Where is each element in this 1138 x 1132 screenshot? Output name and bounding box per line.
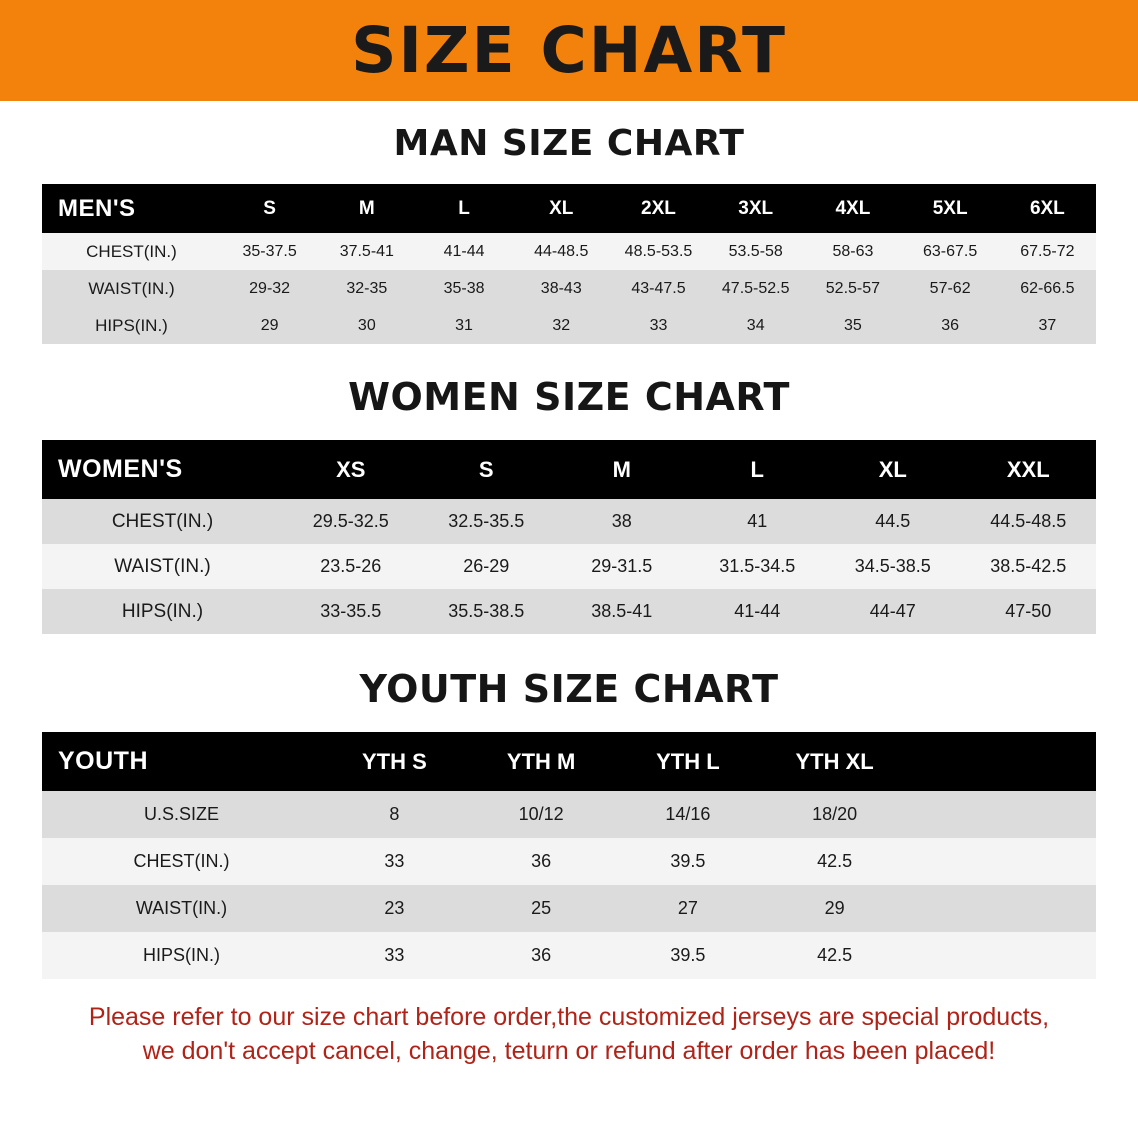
man-cell-2-5: 34 [746,316,765,334]
women-cell-1-1: 26-29 [463,556,510,576]
table-row [42,270,1096,307]
women-row-label-1: WAIST(IN.) [114,555,211,577]
man-size-table [42,184,1096,344]
man-cell-1-4: 43-47.5 [631,279,686,297]
man-row-label-2: HIPS(IN.) [95,315,168,335]
youth-table-header [42,732,1096,791]
women-size-table [42,440,1096,634]
man-cell-1-8: 62-66.5 [1020,279,1075,297]
man-cell-0-8: 67.5-72 [1020,242,1075,260]
women-cell-0-5: 44.5-48.5 [990,511,1067,531]
table-row [42,589,1096,634]
man-cell-0-4: 48.5-53.5 [624,242,693,260]
women-cell-2-4: 44-47 [869,601,916,621]
man-section-heading: MAN SIZE CHART [393,123,745,164]
youth-row-label-0: U.S.SIZE [143,804,219,824]
youth-cell-3-0: 33 [384,945,405,965]
women-cell-1-0: 23.5-26 [320,556,382,576]
man-cell-0-3: 44-48.5 [534,242,589,260]
youth-cell-0-2: 14/16 [665,804,711,824]
man-size-col-3: XL [549,197,574,219]
man-cell-2-4: 33 [649,316,668,334]
man-cell-1-2: 35-38 [443,279,485,297]
youth-size-table [42,732,1096,979]
man-size-col-5: 3XL [738,197,774,219]
women-row-label-0: CHEST(IN.) [111,510,214,532]
table-row [42,838,1096,885]
women-cell-2-5: 47-50 [1005,601,1052,621]
women-cell-2-0: 33-35.5 [320,601,382,621]
women-cell-2-3: 41-44 [734,601,781,621]
youth-section-heading: YOUTH SIZE CHART [359,667,779,711]
man-cell-0-6: 58-63 [832,242,874,260]
youth-cell-1-2: 39.5 [670,851,706,871]
youth-cell-3-3: 42.5 [817,945,853,965]
women-row-label-2: HIPS(IN.) [121,600,204,622]
man-table-body [42,233,1096,344]
women-table-header [42,440,1096,499]
youth-cell-0-3: 18/20 [812,804,858,824]
man-size-col-4: 2XL [641,197,676,219]
youth-row-label-1: CHEST(IN.) [133,851,230,871]
man-cell-0-7: 63-67.5 [923,242,978,260]
women-cell-2-1: 35.5-38.5 [448,601,525,621]
table-header-row [42,440,1096,499]
youth-size-col-spacer [908,732,1096,791]
youth-cell-1-spacer [908,838,1096,885]
youth-cell-1-0: 33 [384,851,405,871]
man-cell-1-6: 52.5-57 [825,279,881,297]
youth-table-body [42,791,1096,979]
man-cell-1-1: 32-35 [346,279,388,297]
women-cell-1-5: 38.5-42.5 [990,556,1067,576]
youth-size-col-3: YTH XL [795,748,874,774]
youth-cell-3-2: 39.5 [670,945,706,965]
table-row [42,307,1096,344]
youth-cell-0-spacer [908,791,1096,838]
banner [0,0,1138,101]
women-cell-2-2: 38.5-41 [591,601,653,621]
youth-row-label-2: WAIST(IN.) [135,898,228,918]
man-cell-2-0: 29 [260,316,279,334]
youth-cell-0-1: 10/12 [518,804,564,824]
youth-size-col-1: YTH M [506,748,576,774]
man-cell-2-1: 30 [357,316,376,334]
man-cell-2-6: 35 [844,316,862,334]
table-header-row [42,732,1096,791]
youth-cell-3-1: 36 [531,945,552,965]
women-table-body [42,499,1096,634]
youth-size-col-0: YTH S [361,748,427,774]
table-header-row [42,184,1096,233]
table-row [42,544,1096,589]
man-cell-2-3: 32 [552,316,571,334]
women-cell-0-0: 29.5-32.5 [312,511,389,531]
youth-row-label-3: HIPS(IN.) [142,945,220,965]
man-size-col-1: M [358,197,375,219]
man-row-label-0: CHEST(IN.) [86,241,177,261]
table-row [42,499,1096,544]
man-cell-1-7: 57-62 [929,279,971,297]
women-header-label: WOMEN'S [58,455,183,483]
table-row [42,932,1096,979]
man-size-col-2: L [458,197,470,219]
women-cell-0-2: 38 [611,511,632,531]
banner-title: SIZE CHART [351,14,787,87]
footer-note-line2: we don't accept cancel, change, teturn or refund after order has been placed! [142,1036,996,1065]
youth-table-wrap [42,732,1096,979]
man-size-col-7: 5XL [932,197,968,219]
youth-cell-3-spacer [908,932,1096,979]
man-table-header [42,184,1096,233]
table-row [42,885,1096,932]
table-row [42,791,1096,838]
women-table-wrap [42,440,1096,634]
women-cell-0-4: 44.5 [875,511,911,531]
women-size-col-4: XL [878,456,907,482]
man-row-label-1: WAIST(IN.) [88,278,175,298]
man-size-col-0: S [263,197,276,219]
youth-size-col-2: YTH L [656,748,720,774]
man-cell-1-3: 38-43 [540,279,582,297]
youth-cell-2-3: 29 [824,898,845,918]
women-section-heading: WOMEN SIZE CHART [348,375,790,419]
man-cell-2-7: 36 [941,316,960,334]
man-cell-2-2: 31 [455,316,473,334]
youth-cell-2-0: 23 [384,898,405,918]
women-cell-1-3: 31.5-34.5 [719,556,796,576]
youth-cell-2-1: 25 [531,898,552,918]
women-size-col-0: XS [336,456,366,482]
women-cell-0-3: 41 [747,511,768,531]
women-cell-1-2: 29-31.5 [591,556,653,576]
man-header-label: MEN'S [58,194,136,222]
women-cell-0-1: 32.5-35.5 [448,511,525,531]
man-table-wrap [42,184,1096,344]
footer-note [40,1001,1098,1069]
footer-note-line1: Please refer to our size chart before order,the customized jerseys are special products, [88,1003,1050,1031]
man-cell-2-8: 37 [1038,316,1057,334]
youth-cell-2-2: 27 [677,898,698,918]
man-size-col-6: 4XL [835,197,871,219]
table-row [42,233,1096,270]
women-size-col-1: S [478,456,494,482]
women-size-col-5: XXL [1006,456,1050,482]
man-size-col-8: 6XL [1029,197,1065,219]
youth-cell-1-3: 42.5 [817,851,853,871]
man-cell-0-5: 53.5-58 [728,242,783,260]
youth-cell-0-0: 8 [389,804,400,824]
man-cell-1-0: 29-32 [249,279,291,297]
youth-header-label: YOUTH [58,747,148,775]
man-cell-0-1: 37.5-41 [339,242,394,260]
man-cell-0-0: 35-37.5 [242,242,297,260]
man-cell-1-5: 47.5-52.5 [721,279,790,297]
women-cell-1-4: 34.5-38.5 [854,556,931,576]
man-cell-0-2: 41-44 [443,242,485,260]
women-size-col-2: M [612,456,631,482]
women-size-col-3: L [750,456,764,482]
youth-cell-2-spacer [908,885,1096,932]
youth-cell-1-1: 36 [531,851,552,871]
